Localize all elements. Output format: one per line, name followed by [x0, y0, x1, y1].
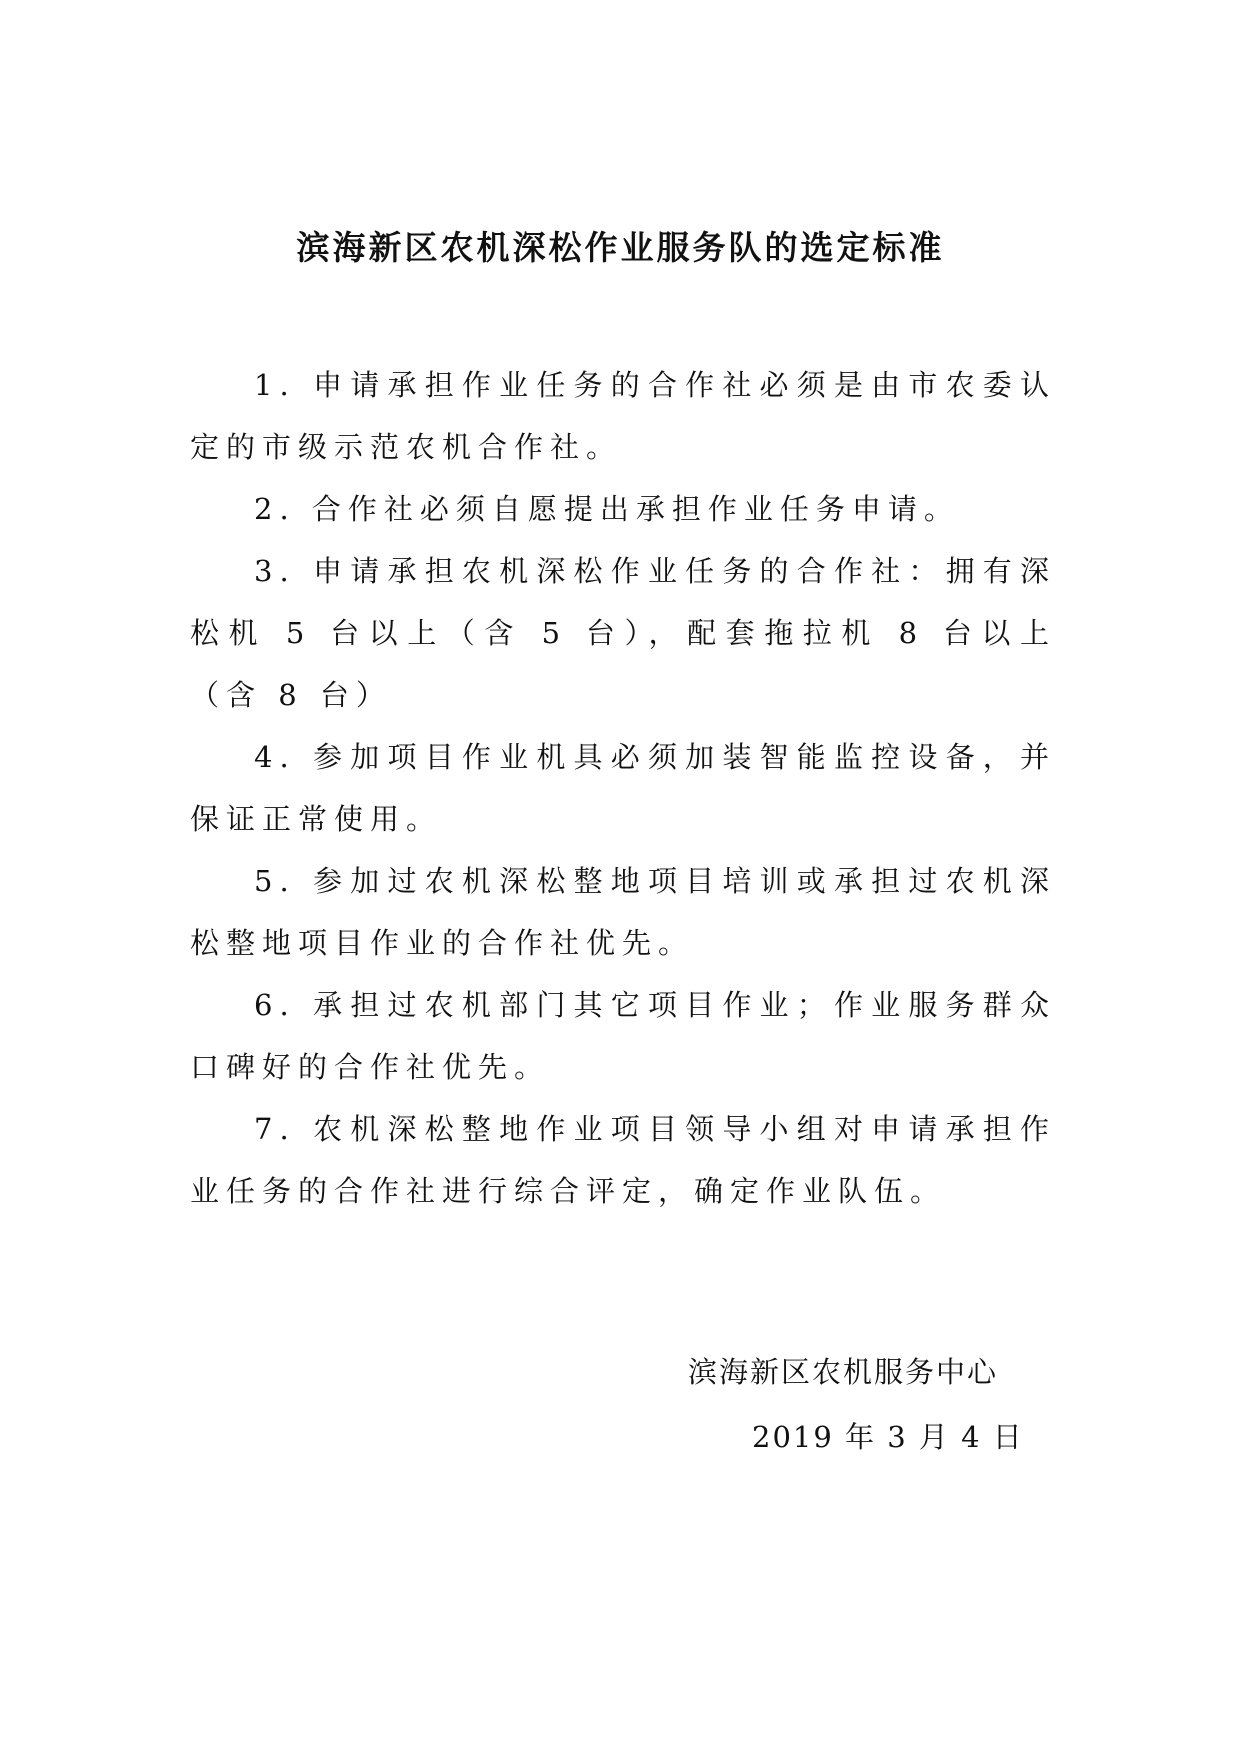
criterion-7: 7. 农机深松整地作业项目领导小组对申请承担作业任务的合作社进行综合评定，确定作业队伍。: [190, 1112, 1056, 1208]
criterion-1: 1. 申请承担作业任务的合作社必须是由市农委认定的市级示范农机合作社。: [190, 368, 1056, 464]
criterion-2: 2. 合作社必须自愿提出承担作业任务申请。: [254, 492, 960, 526]
document-title: 滨海新区农机深松作业服务队的选定标准: [296, 228, 945, 267]
criterion-6: 6. 承担过农机部门其它项目作业；作业服务群众口碑好的合作社优先。: [190, 988, 1056, 1084]
criterion-5: 5. 参加过农机深松整地项目培训或承担过农机深松整地项目作业的合作社优先。: [190, 864, 1056, 960]
issue-date: 2019 年 3 月 4 日: [752, 1420, 1024, 1454]
issuer-signature: 滨海新区农机服务中心: [688, 1355, 999, 1389]
criterion-3: 3. 申请承担农机深松作业任务的合作社：拥有深松机 5 台以上（含 5 台），配套拖拉机 8 台以上（含 8 台）: [190, 554, 1056, 712]
criterion-4: 4. 参加项目作业机具必须加装智能监控设备，并保证正常使用。: [190, 740, 1056, 836]
document-body: [190, 354, 1056, 1222]
